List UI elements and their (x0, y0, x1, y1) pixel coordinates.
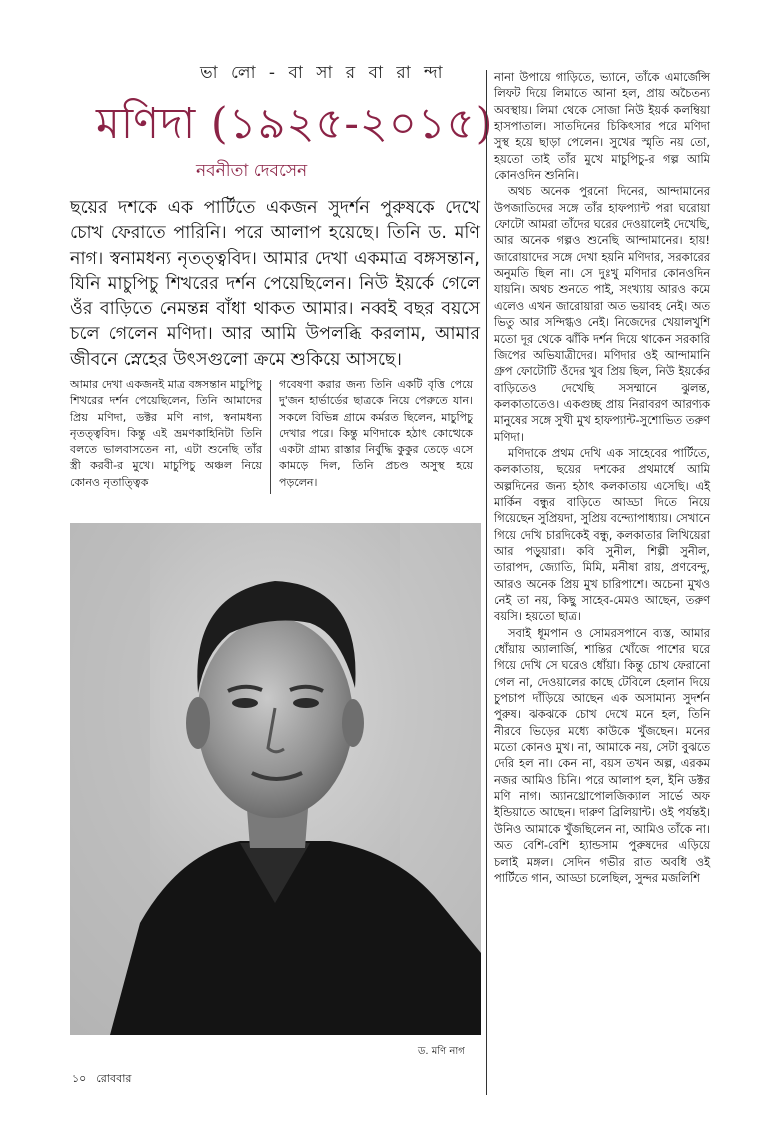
body-paragraph: নানা উপায়ে গাড়িতে, ভ্যানে, তাঁকে এমার্জেন্সি লিফট দিয়ে লিমাতে আনা হল, প্রায় অচৈতন্য অবস্থায়। লিমা থেকে সোজা নিউ ইয়র্ক কলম্বিয়া হাসপাতাল। সাতদিনের চিকিৎসার পরে মণিদা সুস্থ হয়ে ছাড়া পেলেন। সুখের স্মৃতি নয় তো, হয়তো তাই তাঁর মুখে মাচুপিচু-র গল্প আমি কোনওদিন শুনিনি। (494, 70, 710, 183)
series-title: ভা লো - বা সা র বা রা ন্দা (200, 63, 447, 83)
body-paragraph: গবেষণা করার জন্য তিনি একটি বৃত্তি পেয়ে দু'জন হার্ভার্ডের ছাত্রকে নিয়ে পেরুতে যান। সকলে বিভিন্ন গ্রামে কর্মরত ছিলেন, মাচুপিচু দেখার পরে। কিন্তু মণিদাকে হঠাৎ কোত্থেকে একটা গ্রাম্য রাস্তার নির্বুদ্ধি কুকুর তেড়ে এসে কামড়ে দিল, তিনি প্রচণ্ড অসুস্থ হয়ে পড়লেন। (279, 378, 473, 489)
page-footer (72, 1070, 142, 1089)
lead-paragraph: ছয়ের দশকে এক পার্টিতে একজন সুদর্শন পুরুষকে দেখে চোখ ফেরাতে পারিনি। পরে আলাপ হয়েছে। তিনি ড. মণি নাগ। স্বনামধন্য নৃতত্ত্ববিদ। আমার দেখা একমাত্র বঙ্গসন্তান, যিনি মাচুপিচু শিখরের দর্শন পেয়েছিলেন। নিউ ইয়র্কে গেলে ওঁর বাড়িতে নেমন্তন্ন বাঁধা থাকত আমার। নব্বই বছর বয়সে চলে গেলেন মণিদা। আর আমি উপলব্ধি করলাম, আমার জীবনে স্নেহের উৎসগুলো ক্রমে শুকিয়ে আসছে। (70, 198, 480, 370)
column-divider (486, 70, 487, 1095)
body-column-middle (279, 377, 473, 491)
portrait-photo (70, 523, 481, 1035)
portrait-image (70, 523, 481, 1035)
page-number: ১০ (72, 1072, 87, 1085)
body-paragraph: অথচ অনেক পুরনো দিনের, আন্দামানের উপজাতিদের সঙ্গে তাঁর হাফপ্যান্ট পরা ঘরোয়া ফোটো আমরা তাঁদের ঘরের দেওয়ালেই দেখেছি, আর অনেক গল্পও শুনেছি আন্দামানের। হায়! জারোয়াদের সঙ্গে দেখা হয়নি মণিদার, সরকারের অনুমতি ছিল না। সে দুঃখু মণিদার কোনওদিন যায়নি। অথচ শুনতে পাই, সংখ্যায় আরও কমে এলেও এখন জারোয়ারা অত ভয়াবহ নেই। অত ভিতু আর সন্দিগ্ধও নেই। নিজেদের খেয়ালখুশি মতো দূর থেকে ঝাঁকি দর্শন দিয়ে থাকেন সরকারি জিপের অভিযাত্রীদের। মণিদার ওই আন্দামানি গ্রুপ ফোটোটি ওঁদের খুব প্রিয় ছিল, নিউ ইয়র্কের বাড়িতেও দেখেছি সসম্মানে ঝুলন্ত, কলকাতাতেও। একগুচ্ছ প্রায় নিরাবরণ আরণ্যক মানুষের সঙ্গে সুখী মুখ হাফপ্যান্ট-সুশোভিত তরুণ মণিদা। (494, 184, 710, 444)
photo-caption: ড. মণি নাগ (418, 1046, 465, 1057)
body-paragraph: মণিদাকে প্রথম দেখি এক সাহেবের পার্টিতে, কলকাতায়, ছয়ের দশকের প্রথমার্ধে আমি অল্পদিনের জন্য হঠাৎ কলকাতায় এসেছি। এই মার্কিন বন্ধুর বাড়িতে আড্ডা দিতে নিয়ে গিয়েছেন সুপ্রিয়দা, সুপ্রিয় বন্দ্যোপাধ্যায়। সেখানে গিয়ে দেখি চারদিকেই বন্ধু, কলকাতার লিখিয়েরা আর পড়ুয়ারা। কবি সুনীল, শিল্পী সুনীল, তারাপদ, জ্যোতি, মিমি, মনীষা রায়, প্রণবেন্দু, আরও অনেক প্রিয় মুখ চারিপাশে। অচেনা মুখও নেই তা নয়, কিছু সাহেব-মেমও আছেন, তরুণ বয়সি। হয়তো ছাত্র। (494, 445, 710, 624)
body-paragraph: সবাই ধূমপান ও সোমরসপানে ব্যস্ত, আমার ধোঁয়ায় অ্যালার্জি, শান্তির খোঁজে পাশের ঘরে গিয়ে দেখি সে ঘরেও ধোঁয়া। কিন্তু চোখ ফেরানো গেল না, দেওয়ালের কাছে টেবিলে হেলান দিয়ে চুপচাপ দাঁড়িয়ে আছেন এক অসামান্য সুদর্শন পুরুষ। ঝকঝকে চোখ দেখে মনে হল, তিনি নীরবে ভিড়ের মধ্যে কাউকে খুঁজছেন। মনের মতো কোনও মুখ। না, আমাকে নয়, সেটা বুঝতে দেরি হল না। কেন না, বয়স তখন অল্প, এরকম নজর আমিও চিনি। পরে আলাপ হল, ইনি ডক্টর মণি নাগ। অ্যানথ্রোপোলজিক্যাল সার্ভে অফ ইন্ডিয়াতে আছেন। দারুণ ব্রিলিয়ান্ট। ওই পর্যন্তই। উনিও আমাকে খুঁজছিলেন না, আমিও তাঁকে না। অত বেশি-বেশি হ্যান্ডসাম পুরুষদের এড়িয়ে চলাই মঙ্গল। সেদিন গভীর রাত অবধি ওই পার্টিতে গান, আড্ডা চলেছিল, সুন্দর মজলিশি (494, 625, 710, 885)
body-column-right (494, 69, 710, 886)
column-divider (270, 380, 271, 494)
article-title: মণিদা (১৯২৫-২০১৫) (96, 99, 494, 149)
body-paragraph: আমার দেখা একজনই মাত্র বঙ্গসন্তান মাচুপিচু শিখরের দর্শন পেয়েছিলেন, তিনি আমাদের প্রিয় মণিদা, ডক্টর মণি নাগ, স্বনামধন্য নৃতত্ত্ববিদ। কিন্তু এই ভ্রমণকাহিনিটা তিনি বলতে ভালবাসতেন না, এটা শুনেছি তাঁর স্ত্রী করবী-র মুখে। মাচুপিচু অঞ্চল নিয়ে কোনও নৃতাত্ত্বিক (70, 378, 262, 489)
publication-name: রোববার (96, 1072, 132, 1085)
author-byline: নবনীতা দেবসেন (196, 161, 308, 181)
body-column-left (70, 377, 262, 491)
